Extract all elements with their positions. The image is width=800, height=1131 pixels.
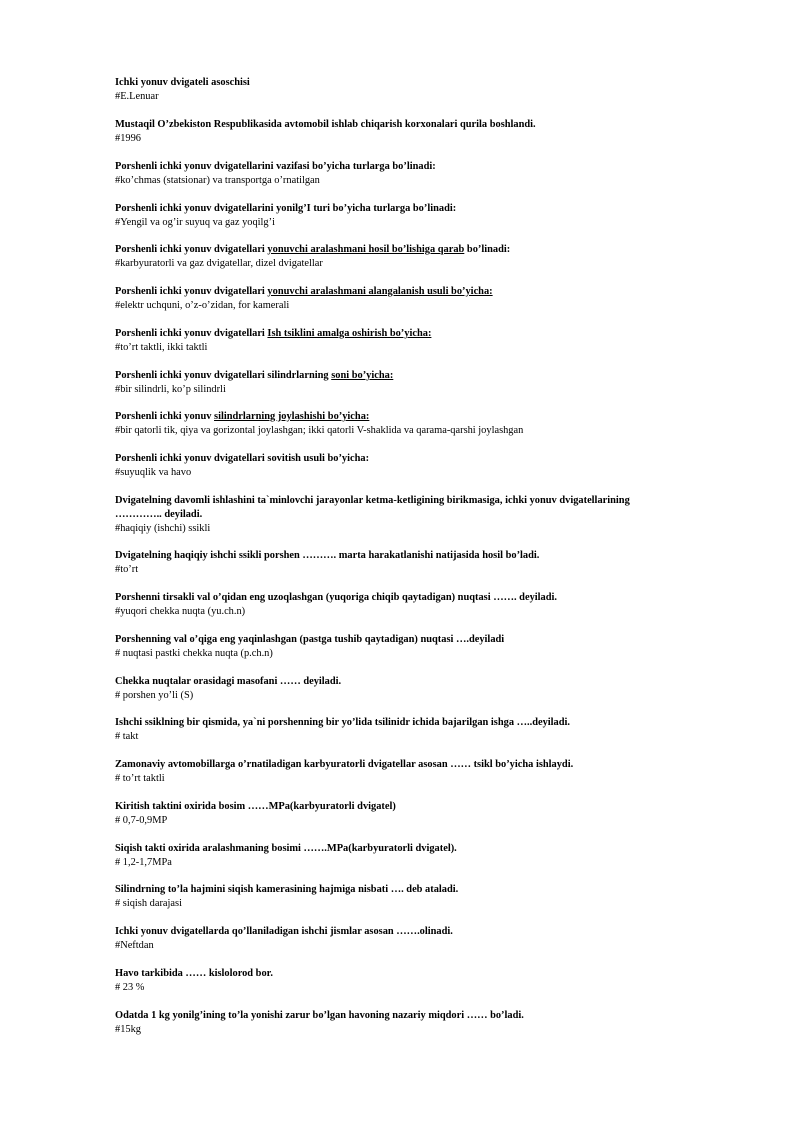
qa-item-19 xyxy=(115,842,735,870)
qa-item-4 xyxy=(115,202,735,230)
qa-item-2 xyxy=(115,118,735,146)
qa-item-17 xyxy=(115,758,735,786)
question-text: Kiritish taktini oxirida bosim ……MPa(karbyuratorli dvigatel) xyxy=(115,801,396,812)
question-text: Porshenli ichki yonuv dvigatellari sovitish usuli bo’yicha: xyxy=(115,453,370,464)
underlined-phrase: Ish tsiklini amalga oshirish bo’yicha: xyxy=(267,328,432,339)
question-text: Porshenli ichki yonuv dvigatellarini yonilg’I turi bo’yicha turlarga bo’linadi: xyxy=(115,203,457,214)
answer-text: #1996 xyxy=(115,133,141,144)
answer-text: #Neftdan xyxy=(115,940,154,951)
answer-text: #bir silindrli, ko’p silindrli xyxy=(115,384,226,395)
question-text: Ichki yonuv dvigateli asoschisi xyxy=(115,77,250,88)
question-text: Porshenli ichki yonuv dvigatellari silindrlarning soni bo’yicha: xyxy=(115,370,394,381)
question-text: Chekka nuqtalar orasidagi masofani …… deyiladi. xyxy=(115,676,342,687)
answer-text: # nuqtasi pastki chekka nuqta (p.ch.n) xyxy=(115,648,273,659)
qa-item-22 xyxy=(115,967,735,995)
qa-item-7 xyxy=(115,327,735,355)
answer-text: #Yengil va og’ir suyuq va gaz yoqilg’i xyxy=(115,217,275,228)
qa-item-8 xyxy=(115,369,735,397)
underlined-phrase: silindrlarning joylashishi bo’yicha: xyxy=(214,411,370,422)
answer-text: #elektr uchquni, o’z-o’zidan, for kamerali xyxy=(115,300,290,311)
underlined-phrase: soni bo’yicha: xyxy=(331,370,394,381)
qa-item-23 xyxy=(115,1009,735,1037)
question-text: Mustaqil O’zbekiston Respublikasida avtomobil ishlab chiqarish korxonalari qurila boshlandi. xyxy=(115,119,536,130)
question-text-continued: ………….. deyiladi. xyxy=(115,509,203,520)
question-text: Havo tarkibida …… kislolorod bor. xyxy=(115,968,273,979)
underlined-phrase: yonuvchi aralashmani alangalanish usuli bo’yicha: xyxy=(267,286,493,297)
question-text: Ishchi ssiklning bir qismida, ya`ni porshenning bir yo’lida tsilinidr ichida bajarilgan ishga …..deyiladi. xyxy=(115,717,571,728)
question-text: Porshenli ichki yonuv dvigatellari Ish tsiklini amalga oshirish bo’yicha: xyxy=(115,328,432,339)
answer-text: # 23 % xyxy=(115,982,145,993)
answer-text: #haqiqiy (ishchi) ssikli xyxy=(115,523,211,534)
answer-text: #15kg xyxy=(115,1024,141,1035)
qa-item-3 xyxy=(115,160,735,188)
qa-item-12 xyxy=(115,549,735,577)
question-text: Odatda 1 kg yonilg’ining to’la yonishi zarur bo’lgan havoning nazariy miqdori …… bo’ladi. xyxy=(115,1010,524,1021)
question-text: Porshenni tirsakli val o’qidan eng uzoqlashgan (yuqoriga chiqib qaytadigan) nuqtasi ……. deyiladi. xyxy=(115,592,557,603)
answer-text: #karbyuratorli va gaz dvigatellar, dizel dvigatellar xyxy=(115,258,323,269)
question-text: Porshenli ichki yonuv dvigatellarini vazifasi bo’yicha turlarga bo’linadi: xyxy=(115,161,436,172)
answer-text: #bir qatorli tik, qiya va gorizontal joylashgan; ikki qatorli V-shaklida va qarama-qarshi joylashgan xyxy=(115,425,524,436)
answer-text: # 1,2-1,7MPa xyxy=(115,857,172,868)
answer-text: #E.Lenuar xyxy=(115,91,159,102)
question-text: Silindrning to’la hajmini siqish kamerasining hajmiga nisbati …. deb ataladi. xyxy=(115,884,459,895)
answer-text: # takt xyxy=(115,731,139,742)
qa-item-18 xyxy=(115,800,735,828)
answer-text: # siqish darajasi xyxy=(115,898,182,909)
question-text: Porshenning val o’qiga eng yaqinlashgan (pastga tushib qaytadigan) nuqtasi ….deyiladi xyxy=(115,634,505,645)
qa-item-13 xyxy=(115,591,735,619)
answer-text: # 0,7-0,9MP xyxy=(115,815,168,826)
qa-item-14 xyxy=(115,633,735,661)
answer-text: # porshen yo’li (S) xyxy=(115,690,194,701)
qa-item-11 xyxy=(115,494,735,536)
answer-text: #yuqori chekka nuqta (yu.ch.n) xyxy=(115,606,246,617)
question-text: Ichki yonuv dvigatellarda qo’llaniladigan ishchi jismlar asosan …….olinadi. xyxy=(115,926,453,937)
answer-text: # to’rt taktli xyxy=(115,773,165,784)
qa-item-6 xyxy=(115,285,735,313)
qa-item-21 xyxy=(115,925,735,953)
question-text: Porshenli ichki yonuv dvigatellari yonuvchi aralashmani hosil bo’lishiga qarab bo’linadi: xyxy=(115,244,511,255)
answer-text: #suyuqlik va havo xyxy=(115,467,192,478)
answer-text: #to’rt taktli, ikki taktli xyxy=(115,342,208,353)
question-text: Porshenli ichki yonuv silindrlarning joylashishi bo’yicha: xyxy=(115,411,370,422)
qa-item-20 xyxy=(115,883,735,911)
question-text: Porshenli ichki yonuv dvigatellari yonuvchi aralashmani alangalanish usuli bo’yicha: xyxy=(115,286,493,297)
question-text: Siqish takti oxirida aralashmaning bosimi …….MPa(karbyuratorli dvigatel). xyxy=(115,843,457,854)
qa-item-16 xyxy=(115,716,735,744)
underlined-phrase: yonuvchi aralashmani hosil bo’lishiga qarab xyxy=(267,244,465,255)
answer-text: #to’rt xyxy=(115,564,139,575)
question-text: Dvigatelning haqiqiy ishchi ssikli porshen ………. marta harakatlanishi natijasida hosil bo’ladi. xyxy=(115,550,540,561)
qa-item-15 xyxy=(115,675,735,703)
question-text: Zamonaviy avtomobillarga o’rnatiladigan karbyuratorli dvigatellar asosan …… tsikl bo’yicha ishlaydi. xyxy=(115,759,574,770)
question-text: Dvigatelning davomli ishlashini ta`minlovchi jarayonlar ketma-ketligining birikmasiga, ichki yonuv dvigatellarining xyxy=(115,495,630,506)
qa-item-9 xyxy=(115,410,735,438)
qa-item-10 xyxy=(115,452,735,480)
qa-item-1 xyxy=(115,76,735,104)
answer-text: #ko’chmas (statsionar) va transportga o’rnatilgan xyxy=(115,175,320,186)
qa-item-5 xyxy=(115,243,735,271)
